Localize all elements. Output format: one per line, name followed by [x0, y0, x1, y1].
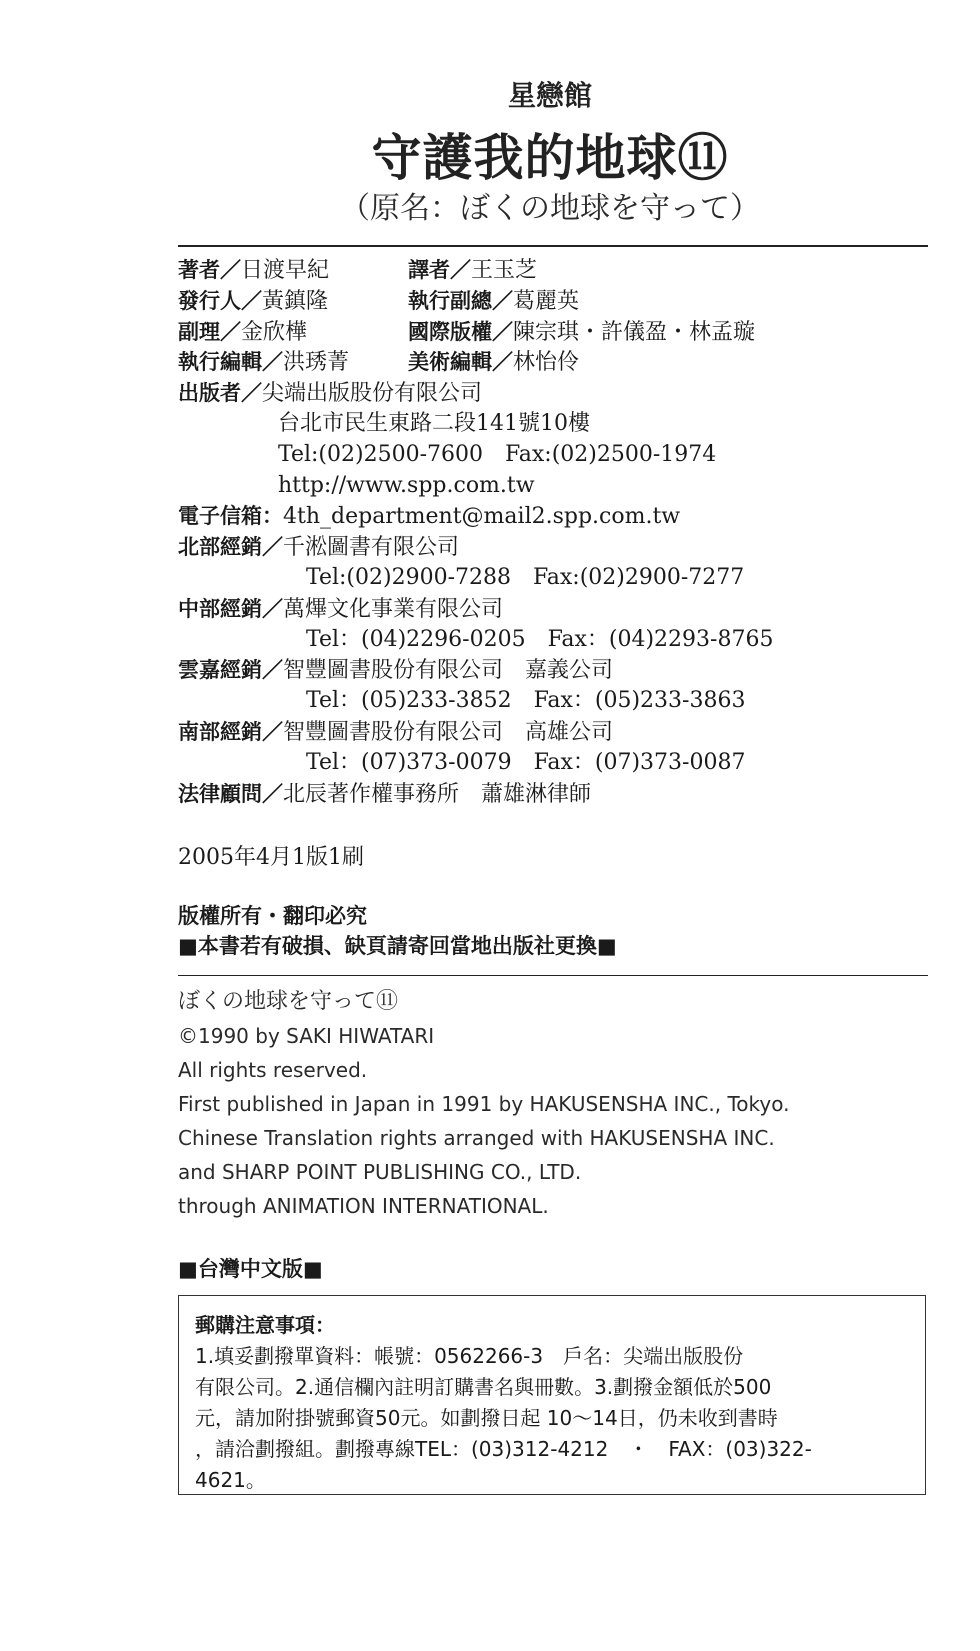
publisher-phone-fax: Tel:(02)2500-7600 Fax:(02)2500-1974 — [278, 441, 717, 467]
credit-row-publisher — [178, 378, 938, 409]
yunjia-distributor-label: 雲嘉經銷／ — [178, 658, 283, 683]
publisher-name: 尖端出版股份有限公司 — [262, 381, 483, 407]
translator-name: 王玉芝 — [471, 258, 538, 283]
publisher-person-label: 發行人／ — [178, 288, 262, 313]
mail-order-line-5: 4621。 — [195, 1468, 266, 1492]
exec-editor-label: 執行編輯／ — [178, 350, 283, 375]
vice-manager-label: 副理／ — [178, 319, 241, 344]
credit-row-vice-manager — [178, 317, 938, 348]
credit-row-author — [178, 255, 938, 286]
email-address: 4th_department@mail2.spp.com.tw — [283, 504, 681, 530]
english-credits — [178, 985, 938, 1223]
author-name: 日渡早紀 — [241, 258, 330, 283]
south-distributor-name: 智豐圖書股份有限公司 高雄公司 — [283, 719, 614, 745]
credit-row-north — [178, 532, 938, 563]
north-distributor-label: 北部經銷／ — [178, 535, 283, 560]
vice-manager-name: 金欣樺 — [241, 319, 308, 345]
book-title: 守護我的地球⑪ — [371, 129, 729, 187]
publisher-label: 出版者／ — [178, 381, 262, 406]
legal-advisor-label: 法律顧問／ — [178, 781, 283, 806]
central-distributor-label: 中部經銷／ — [178, 596, 283, 621]
mail-order-line-1: 1.填妥劃撥單資料：帳號：0562266-3 戶名：尖端出版股份 — [195, 1344, 744, 1368]
publisher-person-name: 黃鎮隆 — [262, 288, 329, 314]
translation-rights-line: Chinese Translation rights arranged with HAKUSENSHA INC. — [178, 1126, 775, 1150]
exec-vice-label: 執行副總／ — [408, 288, 513, 313]
sharp-point-line: and SHARP POINT PUBLISHING CO., LTD. — [178, 1160, 582, 1184]
credit-row-email — [178, 501, 938, 532]
north-distributor-name: 千淞圖書有限公司 — [283, 535, 460, 561]
credit-row-exec-editor — [178, 347, 938, 378]
art-editor-label: 美術編輯／ — [408, 350, 513, 375]
credit-row-south — [178, 717, 938, 748]
intl-rights-names: 陳宗琪・許儀盈・林孟璇 — [513, 319, 756, 345]
replacement-notice: ■本書若有破損、缺頁請寄回當地出版社更換■ — [178, 934, 617, 958]
translator-label: 譯者／ — [408, 258, 471, 282]
first-published-line: First published in Japan in 1991 by HAKUSENSHA INC., Tokyo. — [178, 1092, 790, 1116]
exec-vice-name: 葛麗英 — [513, 288, 580, 314]
rights-notice: 版權所有・翻印必究 — [178, 904, 367, 928]
credit-row-publisher-person — [178, 286, 938, 317]
south-distributor-label: 南部經銷／ — [178, 719, 283, 744]
book-subtitle: （原名：ぼくの地球を守って） — [340, 191, 760, 226]
central-distributor-name: 萬熚文化事業有限公司 — [283, 596, 504, 622]
top-divider — [178, 245, 928, 247]
author-label: 著者／ — [178, 258, 241, 282]
publisher-address: 台北市民生東路二段141號10樓 — [278, 410, 590, 436]
intl-rights-label: 國際版權／ — [408, 319, 513, 344]
yunjia-distributor-contact: Tel：(05)233-3852 Fax：(05)233-3863 — [306, 688, 746, 714]
south-distributor-contact: Tel：(07)373-0079 Fax：(07)373-0087 — [306, 749, 746, 775]
mail-order-line-4: ，請洽劃撥組。劃撥專線TEL：(03)312-4212 ・ FAX：(03)322- — [195, 1437, 812, 1461]
copyright-line: ©1990 by SAKI HIWATARI — [178, 1024, 435, 1048]
credit-row-central — [178, 594, 938, 625]
print-date: 2005年4月1版1刷 — [178, 845, 364, 870]
mail-order-notice — [178, 1295, 926, 1495]
mail-order-line-3: 元，請加附掛號郵資50元。如劃撥日起 10～14日，仍未收到書時 — [195, 1406, 778, 1430]
publisher-website: http://www.spp.com.tw — [278, 472, 535, 498]
rights-reserved-line: All rights reserved. — [178, 1058, 368, 1082]
original-title: ぼくの地球を守って⑪ — [178, 989, 399, 1014]
middle-divider — [178, 975, 928, 976]
mail-order-heading: 郵購注意事項： — [195, 1313, 335, 1337]
legal-advisor-name: 北辰著作權事務所 蕭雄淋律師 — [283, 781, 592, 807]
credits-block — [178, 255, 938, 809]
yunjia-distributor-name: 智豐圖書股份有限公司 嘉義公司 — [283, 658, 614, 684]
email-label: 電子信箱： — [178, 504, 283, 529]
through-line: through ANIMATION INTERNATIONAL. — [178, 1194, 549, 1218]
credit-row-yunjia — [178, 655, 938, 686]
central-distributor-contact: Tel：(04)2296-0205 Fax：(04)2293-8765 — [306, 626, 774, 652]
credit-row-legal — [178, 779, 938, 810]
art-editor-name: 林怡伶 — [513, 350, 580, 376]
exec-editor-name: 洪琇菁 — [283, 350, 350, 376]
edition-label: ■台灣中文版■ — [178, 1257, 323, 1281]
mail-order-line-2: 有限公司。2.通信欄內註明訂購書名與冊數。3.劃撥金額低於500 — [195, 1375, 772, 1399]
north-distributor-contact: Tel:(02)2900-7288 Fax:(02)2900-7277 — [306, 564, 745, 590]
publisher-brand: 星戀館 — [507, 79, 592, 112]
